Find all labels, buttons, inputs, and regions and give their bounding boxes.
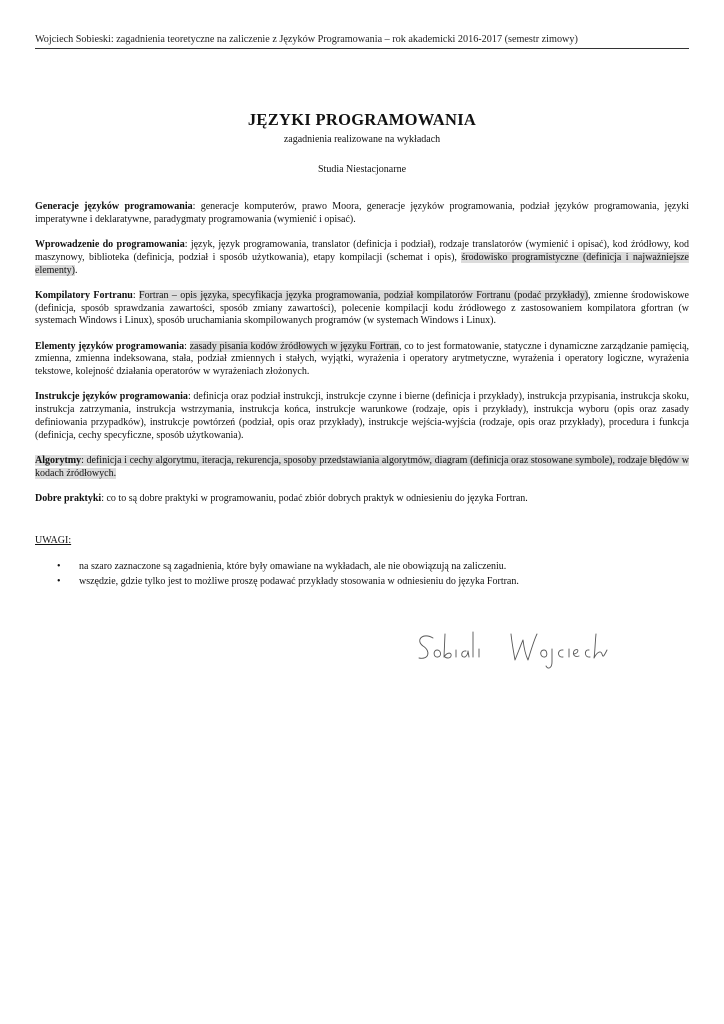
section-2 [35, 239, 689, 277]
note-item [57, 560, 677, 575]
study-mode: Studia Niestacjonarne [317, 164, 407, 175]
section-text: : [184, 340, 190, 352]
section-text-excluded: Fortran – opis języka, specyfikacja języka programowania, podział kompilatorów Fortranu (podać przykłady) [139, 289, 589, 301]
section-heading: Dobre praktyki [35, 493, 102, 505]
section-heading: Elementy języków programowania [35, 340, 185, 352]
section-text: : [132, 289, 140, 301]
section-6 [35, 455, 689, 480]
document-subtitle: zagadnienia realizowane na wykładach [283, 134, 441, 145]
section-heading: Generacje języków programowania [35, 201, 193, 212]
section-text: : co to są dobre praktyki w programowaniu, podać zbiór dobrych praktyk w odniesieniu do języka Fortran. [101, 493, 528, 505]
section-4 [35, 341, 689, 379]
section-text: . [74, 264, 78, 276]
section-text: , zmienne środowiskowe (definicja, sposób sprawdzania zawartości, sposób zmiany zawartości), polecenie kompilacji kodu źródłowego z zastosowaniem kompilatora gfortran (w systemach Windows i Linux), sposób uruchamiania skompilowanych programów (w systemach Windows i Linux). [35, 289, 689, 327]
section-text: : generacje komputerów, prawo Moora, generacje języków programowania, podział języków programowania, języki imperatywne i deklaratywne, paradygmaty programowania (wymienić i opisać). [35, 201, 689, 225]
note-item [57, 575, 677, 590]
section-text-excluded: środowisko programistyczne (definicja i najważniejsze elementy) [35, 251, 689, 276]
section-text: : język, język programowania, translator (definicja i podział), rodzaje translatorów (wymienić i opisać), kod źródłowy, kod maszynowy, biblioteka (definicja, podział i sposób użytkowania), etapy kompilacji (schemat i opis), [35, 239, 690, 263]
document-page [35, 0, 689, 1024]
handwritten-signature [411, 620, 631, 680]
section-heading: Kompilatory Fortranu [35, 289, 133, 301]
section-heading: Wprowadzenie do programowania [35, 239, 185, 251]
section-5 [35, 391, 689, 442]
section-7 [35, 493, 689, 506]
page-header: Wojciech Sobieski: zagadnienia teoretyczne na zaliczenie z Języków Programowania – rok akademicki 2016-2017 (semestr zimowy) [35, 34, 689, 49]
section-text-excluded: zasady pisania kodów źródłowych w języku Fortran [189, 340, 400, 352]
notes-title: UWAGI: [35, 535, 72, 546]
note-text: wszędzie, gdzie tylko jest to możliwe proszę podawać przykłady stosowania w odniesieniu do języka Fortran. [79, 575, 519, 587]
topic-sections [35, 201, 689, 518]
section-1 [35, 201, 689, 226]
section-heading: Algorytmy [35, 454, 82, 466]
bullet-icon: • [57, 561, 61, 572]
note-text: na szaro zaznaczone są zagadnienia, które były omawiane na wykładach, ale nie obowiązują na zaliczeniu. [79, 561, 507, 572]
section-heading: Instrukcje języków programowania [35, 391, 188, 403]
document-title: JĘZYKI PROGRAMOWANIA [247, 110, 477, 129]
notes-list [57, 560, 677, 589]
section-text: , co to jest formatowanie, statyczne i dynamiczne zarządzanie pamięcią, zmienna, zmienna indeksowana, stała, podział zmiennych i stałych, wyjątki, wyrażenia i operatory arytmetyczne, wyrażenia i operatory logiczne, wyrażenia tekstowe, kolejność działania operatorów w wyrażeniach złożonych. [35, 340, 690, 378]
section-text-excluded: : definicja i cechy algorytmu, iteracja, rekurencja, sposoby przedstawiania algorytmów, diagram (definicja oraz stosowane symbole), rodzaje błędów w kodach źródłowych. [35, 454, 689, 479]
bullet-icon: • [57, 575, 61, 587]
section-text: : definicja oraz podział instrukcji, instrukcje czynne i bierne (definicja i przykłady), instrukcja przypisania, instrukcja skoku, instrukcja zatrzymania, instrukcja wstrzymania, instrukcja końca, instrukcje warunkowe (rodzaje, opis i przykłady), instrukcja wyboru (opis oraz zasady definiowania przypadków), instrukcje powtórzeń (podział, opis oraz przykłady), instrukcje wejścia-wyjścia (rodzaje, opis oraz przykłady), procedura i funkcja (definicja, cechy specyficzne, sposób użytkowania). [35, 391, 689, 441]
section-3 [35, 290, 689, 328]
